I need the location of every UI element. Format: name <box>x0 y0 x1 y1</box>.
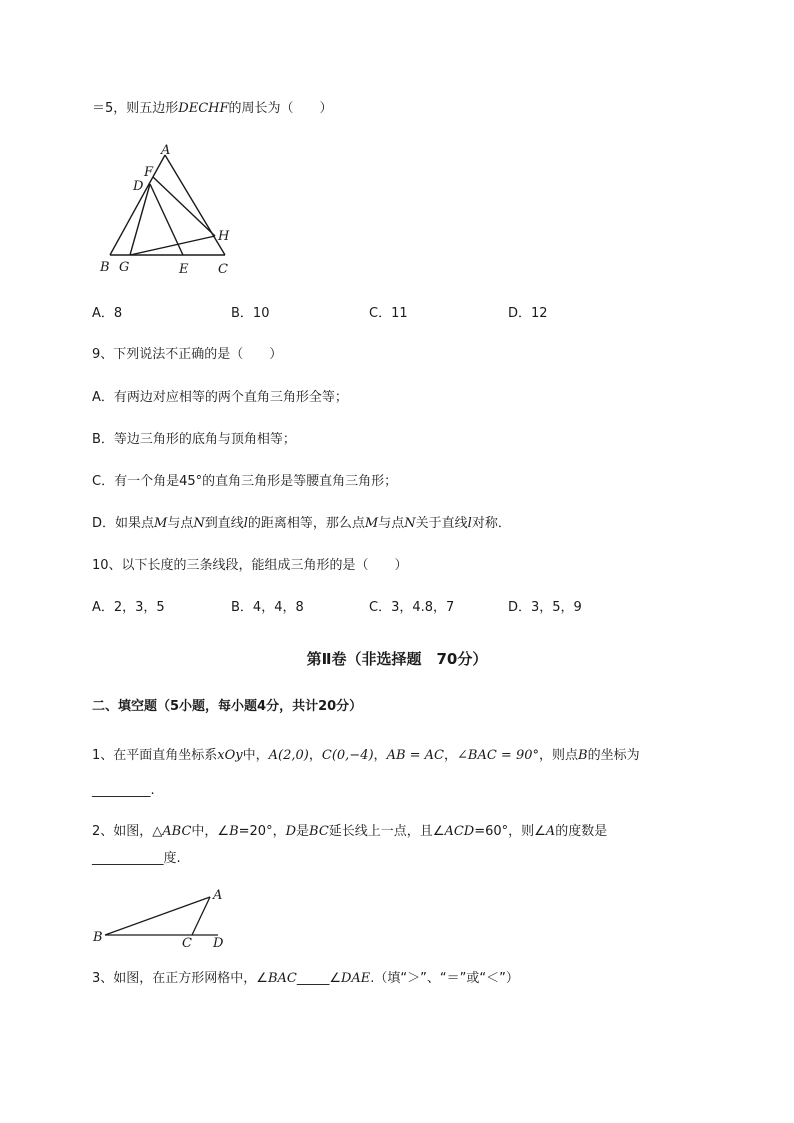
edge-ab <box>110 155 165 255</box>
q8-option-b: B．10 <box>231 306 270 321</box>
fill-2-stem: 2、如图，△ABC中，∠B=20°，D是BC延长线上一点，且∠ACD=60°，则∠A的度数是 <box>92 824 608 839</box>
fill-3-stem: 3、如图，在正方形网格中，∠BAC_____∠DAE.（填“＞”、“＝”或“＜”） <box>92 971 519 986</box>
q9-option-b: B．等边三角形的底角与顶角相等； <box>92 432 296 447</box>
q9-stem: 9、下列说法不正确的是（ ） <box>92 347 283 362</box>
label-d: D <box>213 936 224 951</box>
fill-2-triangle-figure <box>90 885 240 953</box>
fill-1-stem: 1、在平面直角坐标系xOy中，A(2,0)，C(0,−4)，AB = AC，∠BAC = 90°，则点B的坐标为 <box>92 748 640 763</box>
q9-option-a: A．有两边对应相等的两个直角三角形全等； <box>92 390 348 405</box>
q8-triangle-figure <box>95 140 245 280</box>
label-a: A <box>161 143 171 158</box>
q8-option-c: C．11 <box>369 306 408 321</box>
q8-stem <box>92 100 333 118</box>
part-two-title: 第Ⅱ卷（非选择题 70分） <box>306 650 488 668</box>
q10-options <box>92 599 692 617</box>
fill-in-section-heading: 二、填空题（5小题，每小题4分，共计20分） <box>92 699 363 714</box>
label-b: B <box>100 260 110 275</box>
q8-options <box>92 305 692 323</box>
label-b: B <box>93 930 103 945</box>
q10-option-d: D．3，5，9 <box>508 600 582 615</box>
label-h: H <box>218 229 230 244</box>
q10-option-a: A．2，3，5 <box>92 600 165 615</box>
q8-pentagon-name: DECHF <box>178 101 229 116</box>
q8-option-a: A．8 <box>92 306 123 321</box>
q8-stem-text: ＝5，则五边形 <box>92 101 179 116</box>
label-e: E <box>179 262 189 277</box>
q10-stem: 10、以下长度的三条线段，能组成三角形的是（ ） <box>92 558 408 573</box>
q10-option-c: C．3，4.8，7 <box>369 600 455 615</box>
label-d: D <box>133 179 144 194</box>
q8-option-d: D．12 <box>508 306 548 321</box>
fill-1-blank[interactable]: _________. <box>92 783 155 798</box>
q9-option-c: C．有一个角是45°的直角三角形是等腰直角三角形； <box>92 474 398 489</box>
label-a: A <box>213 888 223 903</box>
label-c: C <box>218 262 228 277</box>
label-c: C <box>182 936 192 951</box>
q8-stem-tail: 的周长为（ ） <box>228 101 333 116</box>
label-g: G <box>119 260 130 275</box>
fill-2-blank[interactable]: ___________度. <box>92 851 181 866</box>
label-f: F <box>144 165 154 180</box>
segment-dg <box>130 184 150 255</box>
segment-gh <box>130 236 215 255</box>
fill-3-blank[interactable]: _____∠ <box>296 971 341 986</box>
q10-option-b: B．4，4，8 <box>231 600 304 615</box>
q9-option-d: D．如果点M与点N到直线l的距离相等，那么点M与点N关于直线l对称． <box>92 516 511 531</box>
